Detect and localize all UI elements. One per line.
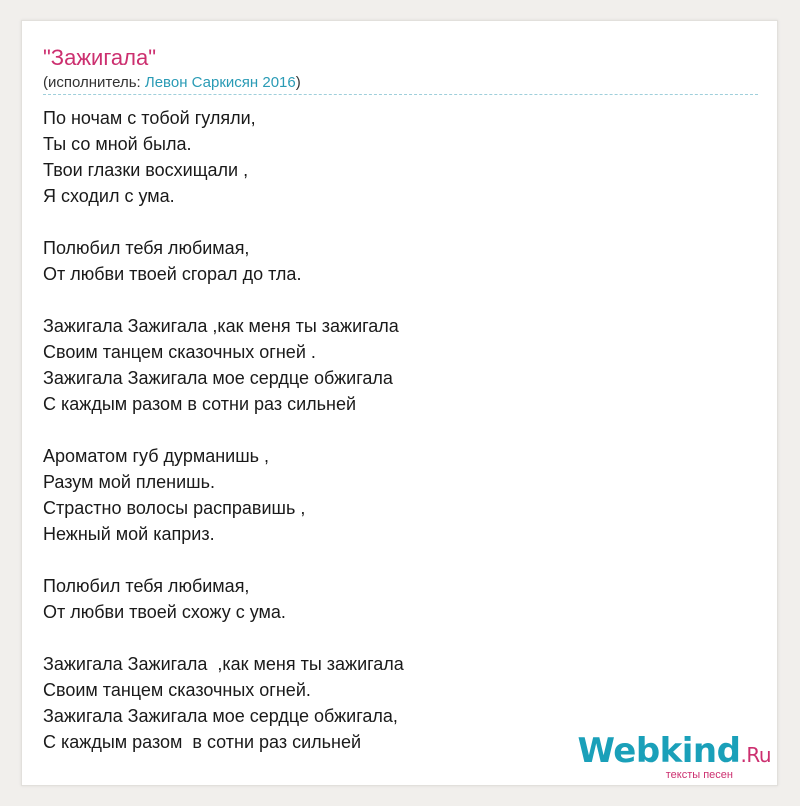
performer-link[interactable]: Левон Саркисян 2016 — [144, 74, 296, 91]
performer-line — [43, 74, 301, 91]
lyrics-stanza — [43, 443, 743, 547]
lyric-line: Зажигала Зажигала ,как меня ты зажигала — [43, 316, 399, 336]
song-title: "Зажигала" — [43, 45, 156, 70]
lyric-line: Разум мой пленишь. — [43, 472, 215, 492]
lyric-line: С каждым разом в сотни раз сильней — [43, 394, 357, 414]
lyric-line: По ночам с тобой гуляли, — [43, 108, 256, 128]
lyrics-body — [43, 105, 743, 781]
lyric-line: Страстно волосы расправишь , — [43, 498, 306, 518]
lyric-line: Зажигала Зажигала мое сердце обжигала — [43, 368, 393, 388]
lyric-line: Зажигала Зажигала ,как меня ты зажигала — [43, 654, 404, 674]
lyrics-stanza — [43, 313, 743, 417]
lyric-line: С каждым разом в сотни раз сильней — [43, 732, 362, 752]
lyric-line: Ароматом губ дурманишь , — [43, 446, 270, 466]
performer-prefix: (исполнитель: — [43, 74, 145, 91]
lyrics-stanza — [43, 573, 743, 625]
lyrics-stanza — [43, 235, 743, 287]
logo-main-text: Webkind — [577, 731, 741, 771]
dashed-divider — [43, 94, 758, 95]
performer-suffix: ) — [295, 74, 301, 91]
lyric-line: Твои глазки восхищали , — [43, 160, 249, 180]
logo-tagline: тексты песен — [665, 769, 733, 781]
logo-suffix-text: .Ru — [740, 743, 771, 767]
lyrics-stanza — [43, 105, 743, 209]
lyric-line: Полюбил тебя любимая, — [43, 576, 250, 596]
logo-wordmark — [577, 731, 771, 772]
lyric-line: Нежный мой каприз. — [43, 524, 215, 544]
lyrics-card — [21, 20, 778, 786]
lyric-line: Зажигала Зажигала мое сердце обжигала, — [43, 706, 398, 726]
lyric-line: Своим танцем сказочных огней . — [43, 342, 316, 362]
webkind-logo[interactable] — [577, 731, 771, 781]
lyric-line: Своим танцем сказочных огней. — [43, 680, 311, 700]
lyric-line: Я сходил с ума. — [43, 186, 175, 206]
lyric-line: Полюбил тебя любимая, — [43, 238, 250, 258]
lyric-line: От любви твоей сгорал до тла. — [43, 264, 302, 284]
lyric-line: Ты со мной была. — [43, 134, 192, 154]
lyric-line: От любви твоей схожу с ума. — [43, 602, 286, 622]
